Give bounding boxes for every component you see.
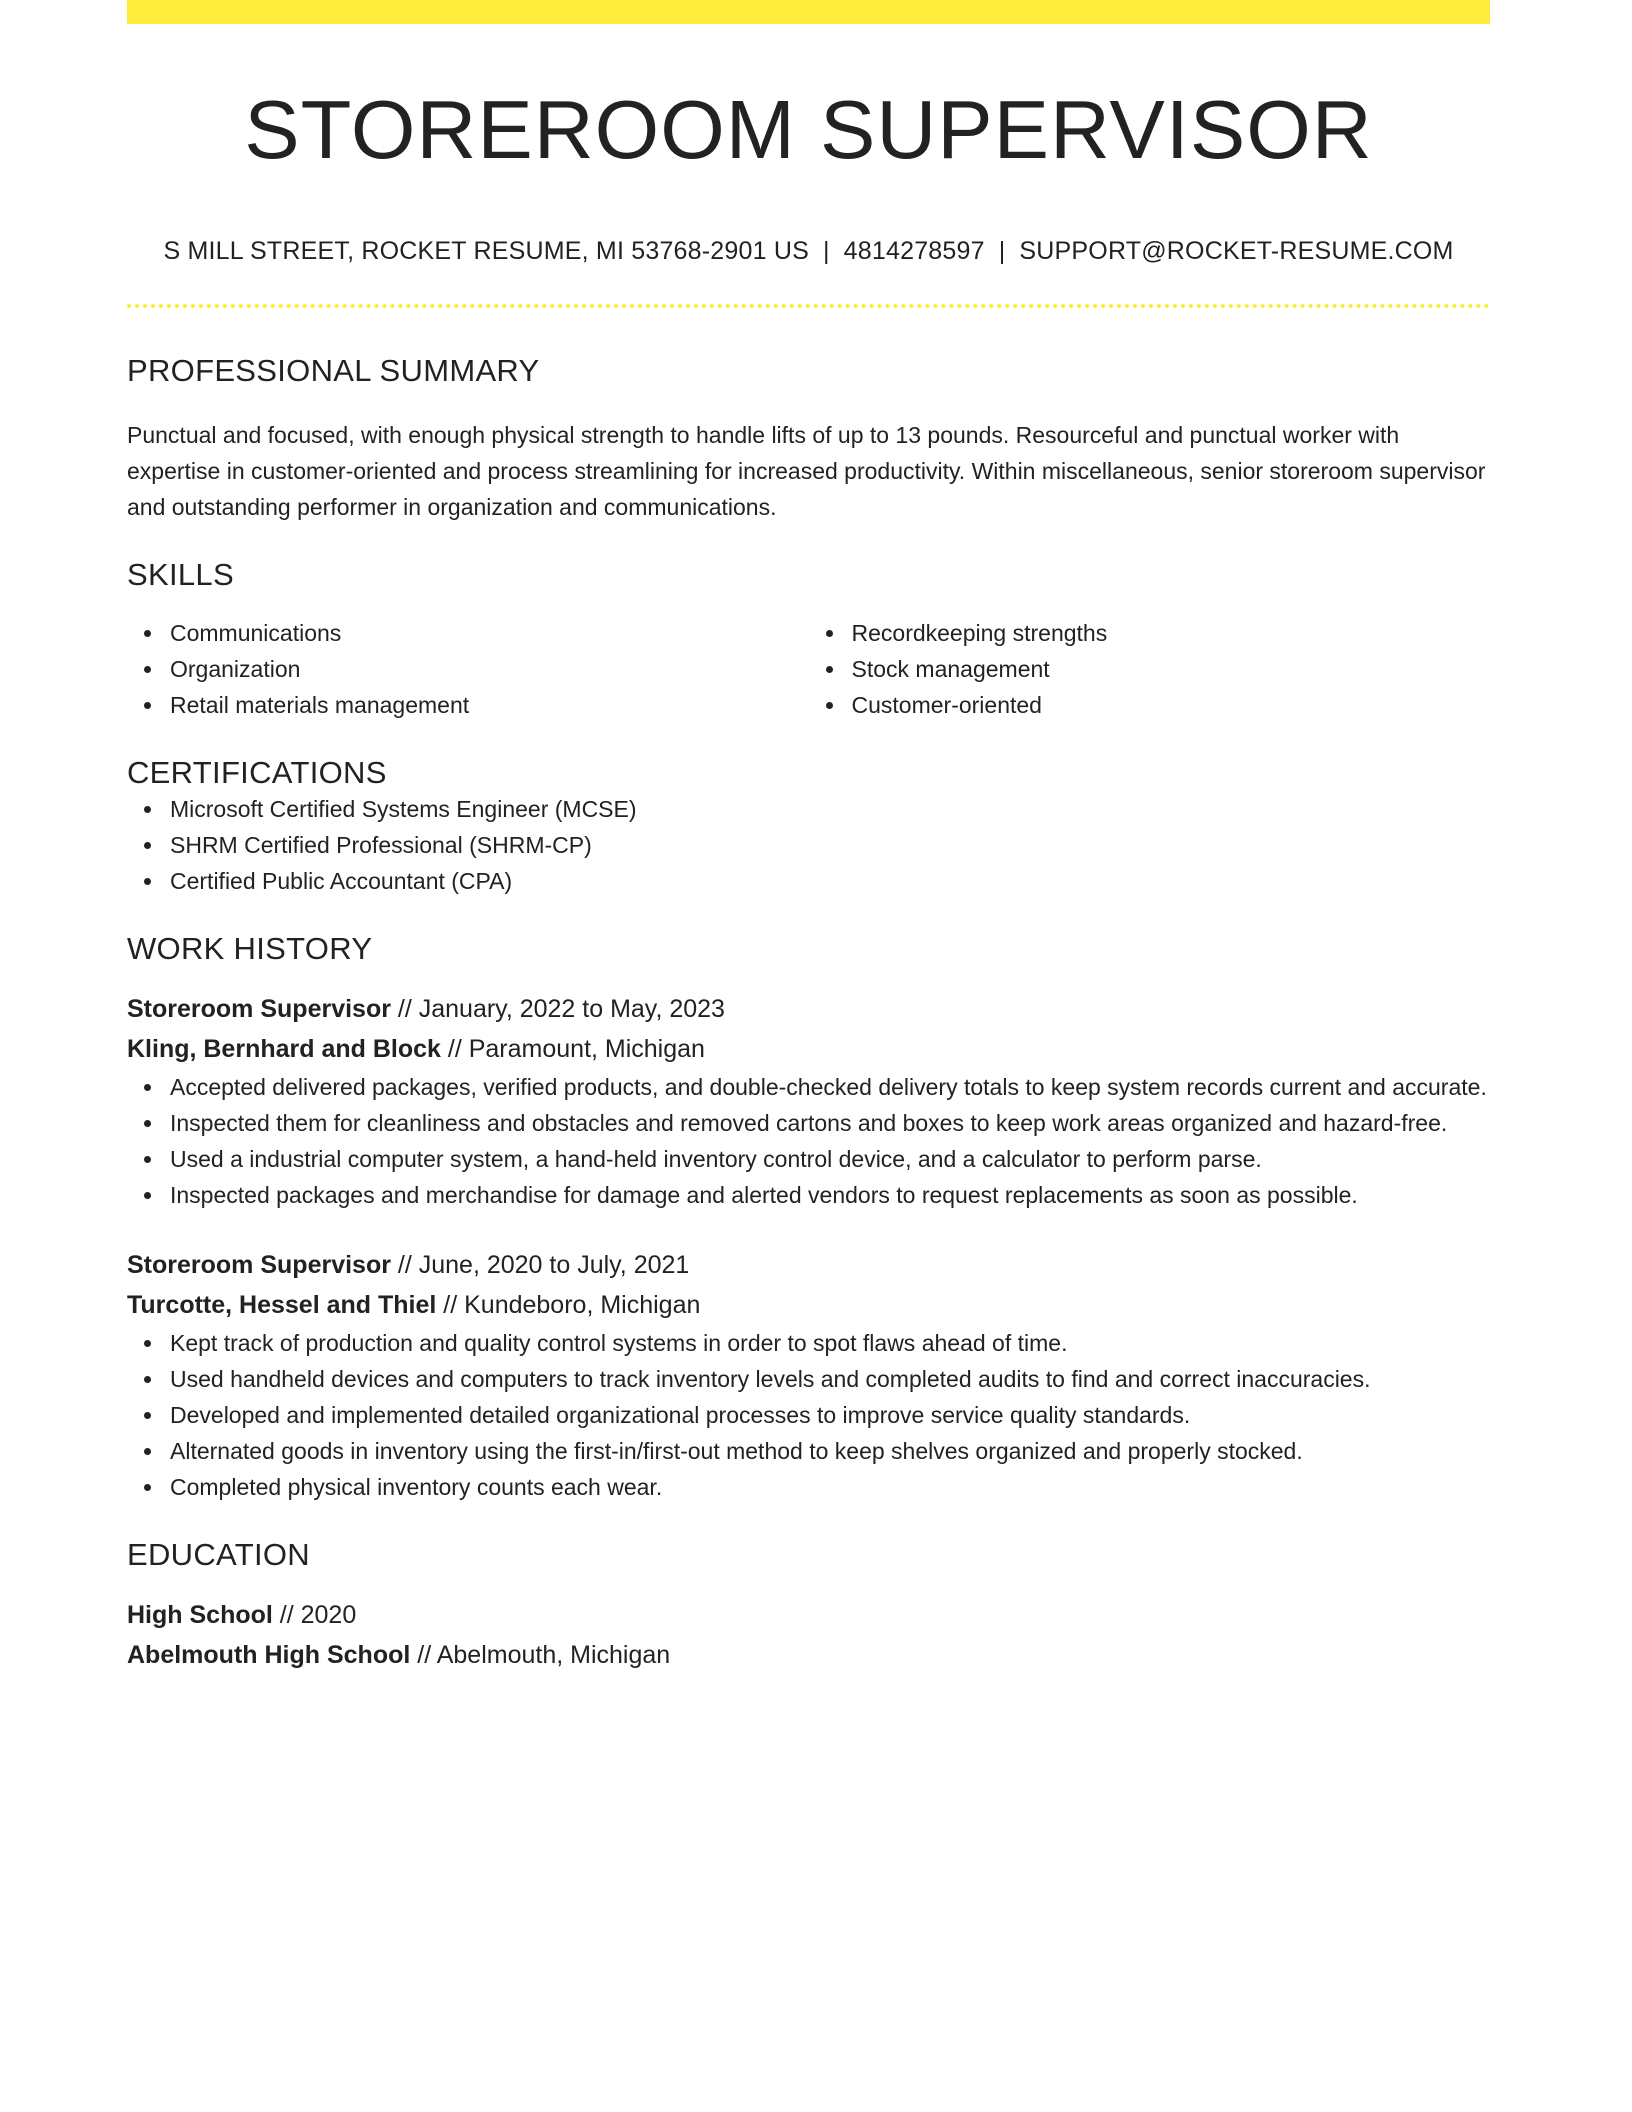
education-school: Abelmouth High School xyxy=(127,1641,411,1670)
job-dates: // June, 2020 to July, 2021 xyxy=(390,1251,690,1280)
contact-separator: | xyxy=(822,237,830,266)
job-bullet: Kept track of production and quality control systems in order to spot flaws ahead of time. xyxy=(170,1325,1490,1361)
job-company-line xyxy=(127,1029,1490,1069)
contact-separator: | xyxy=(998,237,1006,266)
certification-item: Certified Public Accountant (CPA) xyxy=(170,863,1490,899)
job-bullet: Used handheld devices and computers to track inventory levels and completed audits to find and correct inaccuracies. xyxy=(170,1361,1490,1397)
skills-list xyxy=(127,615,809,723)
job-company: Kling, Bernhard and Block xyxy=(127,1035,441,1064)
education-school-line xyxy=(127,1635,1490,1675)
job-entry xyxy=(127,1245,1490,1505)
certifications-list xyxy=(127,791,1490,899)
work-history-heading: WORK HISTORY xyxy=(127,931,373,967)
job-title-line xyxy=(127,1245,1490,1285)
dotted-divider xyxy=(127,304,1490,308)
skill-item: Retail materials management xyxy=(170,687,809,723)
job-company-line xyxy=(127,1285,1490,1325)
skills-grid xyxy=(127,615,1490,723)
summary-text: Punctual and focused, with enough physical strength to handle lifts of up to 13 pounds. Resourceful and punctual worker with expertise in customer-oriented and process streamlining for increased productivity. Within miscellaneous, senior storeroom supervisor and outstanding performer in organization and communications. xyxy=(127,422,1486,521)
job-bullet: Used a industrial computer system, a hand-held inventory control device, and a calculator to perform parse. xyxy=(170,1141,1490,1177)
job-location: // Kundeboro, Michigan xyxy=(436,1291,701,1320)
job-location: // Paramount, Michigan xyxy=(440,1035,705,1064)
contact-phone: 4814278597 xyxy=(843,237,985,266)
education-degree: High School xyxy=(127,1601,273,1630)
education-heading: EDUCATION xyxy=(127,1537,310,1573)
skills-heading: SKILLS xyxy=(127,557,234,593)
accent-top-bar xyxy=(127,0,1490,24)
job-bullet: Developed and implemented detailed organizational processes to improve service quality standards. xyxy=(170,1397,1490,1433)
job-title: Storeroom Supervisor xyxy=(127,995,391,1024)
summary-heading: PROFESSIONAL SUMMARY xyxy=(127,353,540,389)
job-bullet: Accepted delivered packages, verified products, and double-checked delivery totals to keep system records current and accurate. xyxy=(170,1069,1490,1105)
skill-item: Recordkeeping strengths xyxy=(852,615,1491,651)
education-location: // Abelmouth, Michigan xyxy=(410,1641,671,1670)
skills-column-right xyxy=(809,615,1491,723)
education-degree-line xyxy=(127,1595,1490,1635)
contact-address: S MILL STREET, ROCKET RESUME, MI 53768-2901 US xyxy=(163,237,809,266)
job-entry xyxy=(127,989,1490,1213)
job-bullet: Alternated goods in inventory using the first-in/first-out method to keep shelves organized and properly stocked. xyxy=(170,1433,1490,1469)
contact-email: SUPPORT@ROCKET-RESUME.COM xyxy=(1019,237,1454,266)
skills-list xyxy=(809,615,1491,723)
job-dates: // January, 2022 to May, 2023 xyxy=(390,995,725,1024)
resume-page xyxy=(127,0,1490,1675)
job-bullets xyxy=(127,1325,1490,1505)
certification-item: SHRM Certified Professional (SHRM-CP) xyxy=(170,827,1490,863)
skill-item: Customer-oriented xyxy=(852,687,1491,723)
resume-title: STOREROOM SUPERVISOR xyxy=(244,83,1373,176)
skill-item: Organization xyxy=(170,651,809,687)
job-title: Storeroom Supervisor xyxy=(127,1251,391,1280)
job-bullet: Inspected them for cleanliness and obstacles and removed cartons and boxes to keep work areas organized and hazard-free. xyxy=(170,1105,1490,1141)
education-year: // 2020 xyxy=(272,1601,357,1630)
certification-item: Microsoft Certified Systems Engineer (MCSE) xyxy=(170,791,1490,827)
skills-column-left xyxy=(127,615,809,723)
job-title-line xyxy=(127,989,1490,1029)
job-bullet: Completed physical inventory counts each wear. xyxy=(170,1469,1490,1505)
job-company: Turcotte, Hessel and Thiel xyxy=(127,1291,437,1320)
skill-item: Stock management xyxy=(852,651,1491,687)
job-bullet: Inspected packages and merchandise for damage and alerted vendors to request replacements as soon as possible. xyxy=(170,1177,1490,1213)
certifications-heading: CERTIFICATIONS xyxy=(127,755,387,791)
education-entry xyxy=(127,1595,1490,1675)
contact-line xyxy=(127,237,1490,266)
skill-item: Communications xyxy=(170,615,809,651)
job-bullets xyxy=(127,1069,1490,1213)
